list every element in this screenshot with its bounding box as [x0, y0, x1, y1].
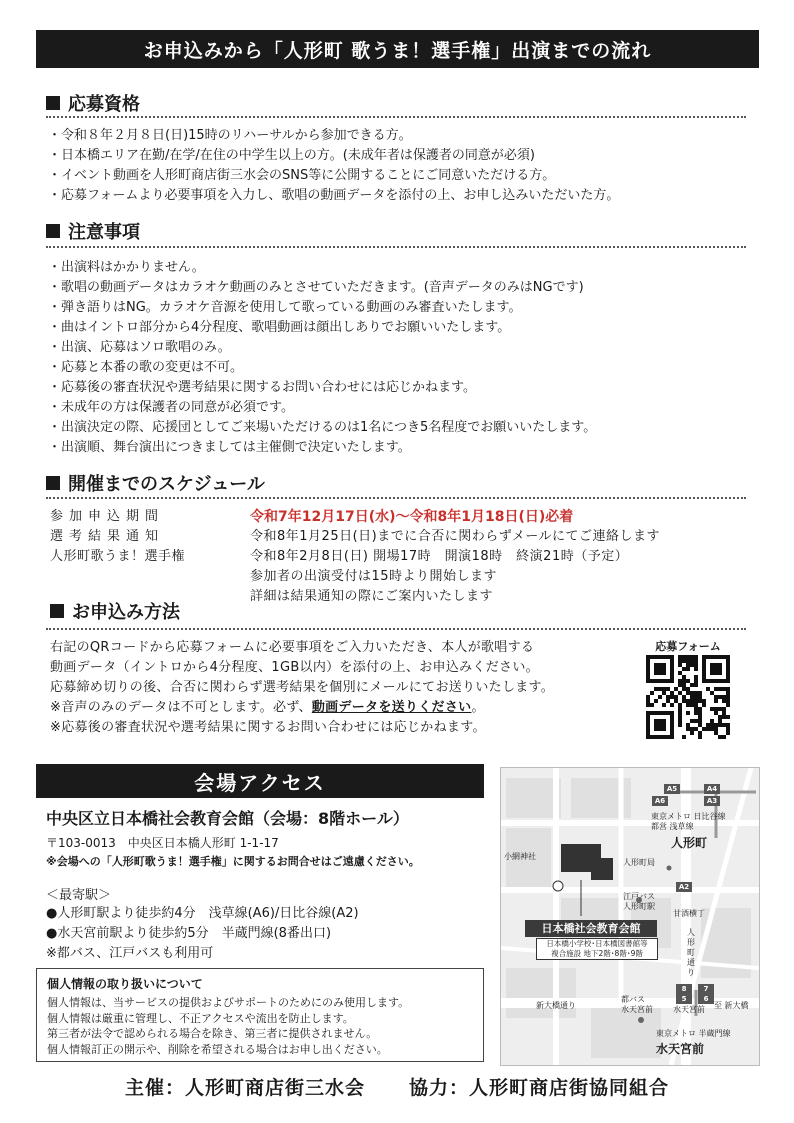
- divider: [46, 497, 746, 499]
- map-venue-label: 日本橋社会教育会館: [525, 920, 657, 937]
- venue-name: 中央区立日本橋社会教育会館（会場：8階ホール）: [46, 809, 409, 828]
- map-station1-name: 人形町: [671, 836, 708, 850]
- apply-heading: [50, 598, 180, 624]
- qr-code-icon: [646, 655, 730, 739]
- map-shinohashi: 新大橋通り: [536, 1001, 576, 1010]
- footer: [0, 1073, 794, 1100]
- schedule-heading: [46, 470, 265, 496]
- eligibility-heading: [46, 90, 140, 116]
- map-exit-badge: A3: [704, 796, 720, 806]
- map-exit-badge: A6: [652, 796, 668, 806]
- map-street: 人形町通り: [687, 928, 695, 977]
- list-item: ・応募と本番の歌の変更は不可。: [48, 360, 244, 375]
- map-station1-lines: 東京メトロ 日比谷線 都営 浅草線: [651, 812, 726, 831]
- list-item: ・日本橋エリア在勤/在学/在住の中学生以上の方。(未成年者は保護者の同意が必須): [48, 148, 535, 163]
- station-item: ●水天宮前駅より徒歩約5分 半蔵門線(8番出口): [46, 926, 332, 941]
- apply-text: [50, 638, 630, 738]
- square-bullet-icon: [46, 224, 60, 238]
- schedule-note: 参加者の出演受付は15時より開始します: [250, 569, 498, 584]
- cooperation: 協力：人形町商店街協同組合: [409, 1077, 670, 1099]
- list-item: ・出演、応募はソロ歌唱のみ。: [48, 340, 231, 355]
- page-title: お申込みから「人形町 歌うま！選手権」出演までの流れ: [36, 30, 759, 68]
- apply-line: 動画データ（イントロから4分程度、1GB以内）を添付の上、お申込みください。: [50, 660, 539, 675]
- apply-audio-line: ※音声のみのデータは不可とします。必ず、動画データを送りください。: [50, 700, 485, 715]
- qr-label: 応募フォーム: [655, 640, 721, 653]
- schedule-label: 人形町歌うま！選手権: [50, 549, 186, 564]
- notes-list: [48, 258, 758, 458]
- privacy-text: 個人情報は、当サービスの提供およびサポートのためにのみ使用します。 個人情報は厳重に管理し、不正アクセスや流出を防止します。 第三者が法令で認められる場合を除き、第三者に提供されません。 個人情報訂正の開示や、削除を希望される場合はお申し出ください。: [47, 996, 410, 1056]
- map-post-office: 人形町局: [623, 858, 655, 867]
- qr-code[interactable]: [646, 655, 730, 739]
- list-item: ・応募後の審査状況や選考結果に関するお問い合わせには応じかねます。: [48, 380, 476, 395]
- map-suitengu-exit: 水天宮前: [673, 1005, 705, 1014]
- station-list: [46, 904, 359, 964]
- map-station2-line: 東京メトロ 半蔵門線: [656, 1029, 731, 1038]
- list-item: ・応募フォームより必要事項を入力し、歌唱の動画データを添付の上、お申し込みいただいた方。: [48, 188, 620, 203]
- notes-heading: [46, 218, 140, 244]
- venue-address: 〒103-0013 中央区日本橋人形町 1-1-17: [46, 836, 279, 850]
- map-venue-sub: 日本橋小学校･日本橋図書館等 複合施設 地下2階･8階･9階: [536, 938, 658, 960]
- map-exit-badge: A5: [664, 784, 680, 794]
- map-bus1: 江戸バス 人形町駅: [623, 892, 655, 911]
- divider: [46, 116, 746, 118]
- venue-notice: ※会場への「人形町歌うま！選手権」に関するお問合せはご遠慮ください。: [46, 855, 420, 868]
- map-shrine: 小網神社: [504, 852, 536, 861]
- station-title: ＜最寄駅＞: [46, 888, 112, 903]
- square-bullet-icon: [46, 476, 60, 490]
- list-item: ・出演順、舞台演出につきましては主催側で決定いたします。: [48, 440, 411, 455]
- organizer: 主催：人形町商店街三水会: [124, 1077, 365, 1099]
- list-item: ・令和８年２月８日(日)15時のリハーサルから参加できる方。: [48, 128, 412, 143]
- apply-line: ※応募後の審査状況や選考結果に関するお問い合わせには応じかねます。: [50, 720, 486, 735]
- map-exit-badge: 7: [698, 984, 714, 994]
- privacy-title: 個人情報の取り扱いについて: [47, 977, 203, 991]
- map-station2-name: 水天宮前: [656, 1042, 705, 1056]
- schedule-label: 選考結果通知: [50, 529, 165, 544]
- map-exit-badge: A2: [676, 882, 692, 892]
- list-item: ・イベント動画を人形町商店街三水会のSNS等に公開することにご同意いただける方。: [48, 168, 556, 183]
- station-item: ●人形町駅より徒歩約4分 浅草線(A6)/日比谷線(A2): [46, 906, 359, 921]
- schedule-label: 参加申込期間: [50, 509, 165, 524]
- divider: [46, 246, 746, 248]
- list-item: ・出演料はかかりません。: [48, 260, 205, 275]
- access-map[interactable]: [500, 767, 760, 1066]
- schedule-note: 詳細は結果通知の際にご案内いたします: [250, 589, 494, 604]
- apply-line: 右記のQRコードから応募フォームに必要事項をご入力いただき、本人が歌唱する: [50, 640, 535, 655]
- map-exit-badge: 8: [676, 984, 692, 994]
- venue-heading: 会場アクセス: [36, 764, 484, 798]
- eligibility-title: 応募資格: [68, 94, 140, 115]
- schedule-title: 開催までのスケジュール: [68, 474, 265, 495]
- event-date: 令和8年2月8日(日) 開場17時 開演18時 終演21時（予定）: [250, 549, 629, 564]
- divider: [46, 628, 746, 630]
- list-item: ・弾き語りはNG。カラオケ音源を使用して歌っている動画のみ審査いたします。: [48, 300, 522, 315]
- square-bullet-icon: [50, 604, 64, 618]
- application-period: 令和7年12月17日(水)〜令和8年1月18日(日)必着: [250, 509, 574, 525]
- map-to-shinohashi: 至 新大橋: [714, 1001, 749, 1010]
- apply-title: お申込み方法: [72, 602, 180, 623]
- map-exit-badge: A4: [704, 784, 720, 794]
- station-item: ※都バス、江戸バスも利用可: [46, 946, 214, 961]
- map-exit-badge: 6: [698, 994, 714, 1004]
- list-item: ・曲はイントロ部分から4分程度、歌唱動画は顔出しありでお願いいたします。: [48, 320, 511, 335]
- result-notice-date: 令和8年1月25日(日)までに合否に関わらずメールにてご連絡します: [250, 529, 660, 544]
- privacy-box: [36, 968, 484, 1062]
- square-bullet-icon: [46, 96, 60, 110]
- map-amazake: 甘酒横丁: [673, 909, 705, 918]
- eligibility-list: [48, 126, 758, 206]
- list-item: ・未成年の方は保護者の同意が必須です。: [48, 400, 294, 415]
- list-item: ・歌唱の動画データはカラオケ動画のみとさせていただきます。(音声データのみはNGです): [48, 280, 584, 295]
- map-bus2: 都バス 水天宮前: [621, 995, 653, 1014]
- apply-line: 応募締め切りの後、合否に関わらず選考結果を個別にメールにてお送りいたします。: [50, 680, 555, 695]
- video-emphasis: 動画データを送りください: [311, 700, 472, 715]
- notes-title: 注意事項: [68, 222, 140, 243]
- map-exit-badge: 5: [676, 994, 692, 1004]
- list-item: ・出演決定の際、応援団としてご来場いただけるのは1名につき5名程度でお願いいたします。: [48, 420, 597, 435]
